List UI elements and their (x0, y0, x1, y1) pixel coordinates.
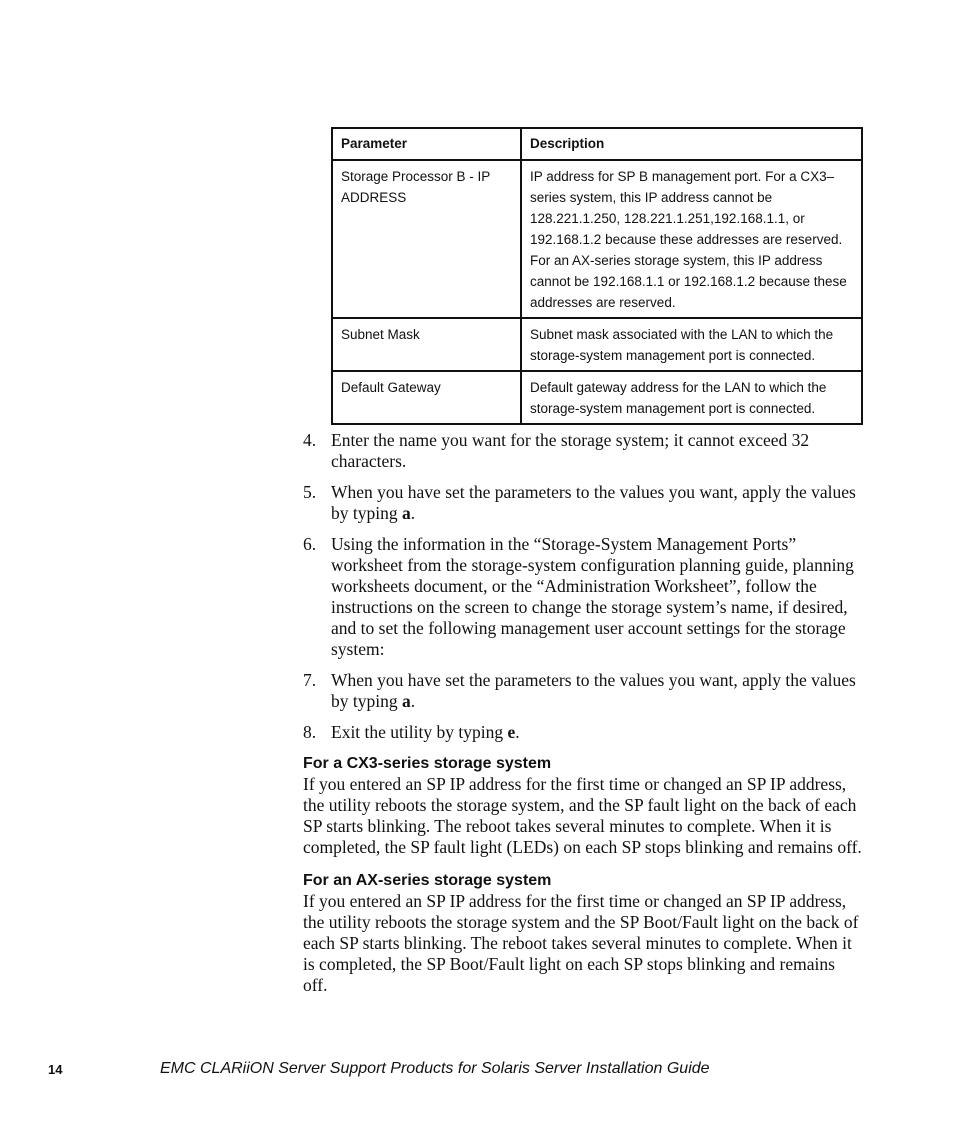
parameter-table (331, 127, 863, 425)
step-4 (303, 430, 863, 472)
table-row (332, 318, 862, 371)
step-number: 8. (303, 722, 317, 742)
step-text-part: . (410, 691, 416, 711)
step-text-part: . (515, 722, 520, 742)
key-letter: a (401, 503, 411, 523)
key-letter: e (507, 722, 516, 742)
step-number: 6. (303, 534, 317, 554)
document-title-footer: EMC CLARiiON Server Support Products for Solaris Server Installation Guide (160, 1060, 710, 1077)
table-row (332, 160, 862, 318)
step-number: 7. (303, 670, 317, 690)
parameter-cell: Storage Processor B - IP ADDRESS (332, 160, 521, 318)
procedure-steps (303, 430, 863, 1008)
step-text (331, 482, 863, 524)
step-text (331, 670, 863, 712)
step-6 (303, 534, 863, 660)
step-text-part: Exit the utility by typing (331, 722, 508, 742)
step-text (331, 722, 863, 743)
description-cell: Subnet mask associated with the LAN to which the storage-system management port is connected. (521, 318, 862, 371)
column-header-description: Description (521, 128, 862, 160)
description-cell: IP address for SP B management port. For a CX3–series system, this IP address cannot be 128.221.1.250, 128.221.1.251,192.168.1.1, or 192.168.1.2 because these addresses are reserved. For an AX-series storage system, this IP address cannot be 192.168.1.1 or 192.168.1.2 because these addresses are reserved. (521, 160, 862, 318)
parameter-cell: Subnet Mask (332, 318, 521, 371)
page-number: 14 (48, 1062, 63, 1077)
column-header-parameter: Parameter (332, 128, 521, 160)
step-text: Using the information in the “Storage-System Management Ports” worksheet from the storage-system configuration planning guide, planning worksheets document, or the “Administration Worksheet”, follow the instructions on the screen to change the storage system’s name, if desired, and to set the following management user account settings for the storage system: (331, 534, 854, 659)
step-text-part: . (410, 503, 416, 523)
step-text: Enter the name you want for the storage system; it cannot exceed 32 characters. (331, 430, 810, 471)
table-header-row (332, 128, 862, 160)
section-body-cx3: If you entered an SP IP address for the first time or changed an SP IP address, the utility reboots the storage system, and the SP fault light on the back of each SP starts blinking. The reboot takes several minutes to complete. When it is completed, the SP fault light (LEDs) on each SP stops blinking and remains off. (303, 774, 862, 857)
step-number: 5. (303, 482, 317, 502)
step-7 (303, 670, 863, 712)
step-number: 4. (303, 430, 317, 450)
parameter-cell: Default Gateway (332, 371, 521, 424)
step-text-part: When you have set the parameters to the values you want, apply the values by typing (331, 482, 856, 523)
description-cell: Default gateway address for the LAN to which the storage-system management port is connected. (521, 371, 862, 424)
step-8 (303, 722, 863, 743)
section-heading-cx3: For a CX3-series storage system (303, 755, 552, 772)
step-text-part: When you have set the parameters to the values you want, apply the values by typing (331, 670, 856, 711)
step-5 (303, 482, 863, 524)
key-letter: a (401, 691, 411, 711)
section-body-ax: If you entered an SP IP address for the first time or changed an SP IP address, the utility reboots the storage system and the SP Boot/Fault light on the back of each SP starts blinking. The reboot takes several minutes to complete. When it is completed, the SP Boot/Fault light on each SP stops blinking and remains off. (303, 891, 859, 995)
section-heading-ax: For an AX-series storage system (303, 872, 552, 889)
table-row (332, 371, 862, 424)
